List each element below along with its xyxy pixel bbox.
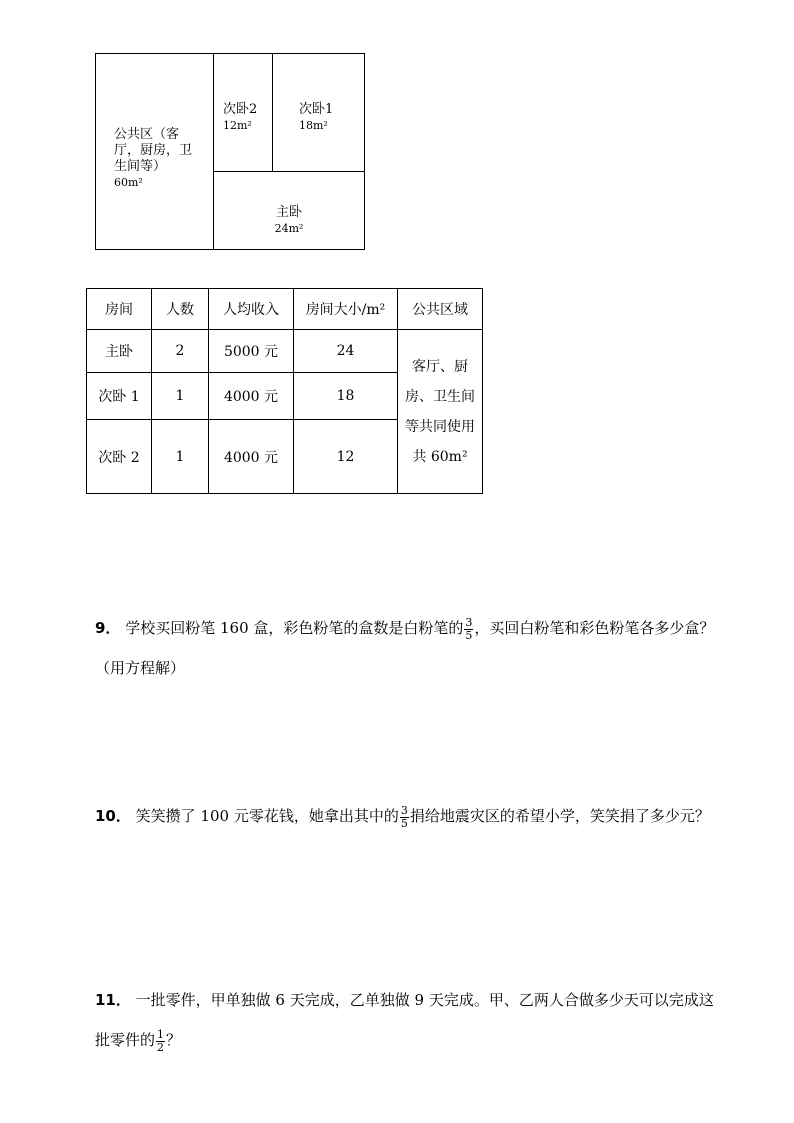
second-bedroom-1-name: 次卧1 (299, 102, 334, 117)
question-9 (95, 608, 715, 688)
cell-room: 主卧 (87, 330, 152, 373)
second-bedroom-2-name: 次卧2 (223, 102, 258, 117)
cell-people: 1 (152, 373, 209, 420)
public-area-room (96, 54, 214, 249)
fraction-denominator: 5 (465, 628, 473, 642)
master-bedroom-room (214, 172, 364, 249)
table-header-row (87, 289, 483, 330)
public-area-size: 60m² (114, 176, 143, 189)
cell-public-area: 客厅、厨房、卫生间等共同使用共 60m² (398, 330, 483, 494)
cell-people: 2 (152, 330, 209, 373)
question-number: 9． (95, 619, 121, 637)
question-text-after: 捐给地震灾区的希望小学，笑笑捐了多少元？ (409, 807, 710, 825)
second-bedroom-2-size: 12m² (223, 119, 252, 132)
rooms-table (86, 288, 483, 494)
question-text-before: 笑笑攒了 100 元零花钱，她拿出其中的 (135, 807, 399, 825)
table-row (87, 330, 483, 373)
question-number: 10． (95, 807, 131, 825)
fraction-numerator: 3 (400, 803, 408, 817)
question-number: 11． (95, 991, 131, 1009)
header-public: 公共区域 (398, 289, 483, 330)
second-bedroom-2-room (214, 54, 273, 172)
floor-plan (95, 53, 365, 250)
question-text-after: ？ (166, 1031, 182, 1049)
header-size: 房间大小/m² (294, 289, 398, 330)
master-bedroom-size: 24m² (274, 222, 304, 235)
question-text-before: 学校买回粉笔 160 盒，彩色粉笔的盒数是白粉笔的 (125, 619, 464, 637)
question-text-after: ，买回白粉笔和彩色粉笔各多少盒？（用方程解） (95, 619, 715, 677)
cell-income: 5000 元 (209, 330, 294, 373)
fraction-denominator: 2 (157, 1040, 165, 1054)
cell-income: 4000 元 (209, 420, 294, 494)
fraction (400, 805, 409, 830)
second-bedroom-2-label (223, 102, 257, 134)
fraction (156, 1029, 165, 1054)
header-room: 房间 (87, 289, 152, 330)
cell-size: 18 (294, 373, 398, 420)
question-10 (95, 796, 715, 836)
second-bedroom-1-room (273, 54, 364, 172)
fraction (464, 617, 473, 642)
question-11 (95, 980, 715, 1060)
public-area-label (114, 127, 194, 191)
header-income: 人均收入 (209, 289, 294, 330)
fraction-numerator: 1 (157, 1027, 165, 1041)
second-bedroom-1-label (299, 102, 333, 134)
cell-people: 1 (152, 420, 209, 494)
master-bedroom-label (214, 205, 364, 237)
cell-income: 4000 元 (209, 373, 294, 420)
cell-size: 12 (294, 420, 398, 494)
fraction-numerator: 3 (465, 615, 473, 629)
master-bedroom-name: 主卧 (275, 205, 302, 220)
header-people: 人数 (152, 289, 209, 330)
cell-room: 次卧 2 (87, 420, 152, 494)
second-bedroom-1-size: 18m² (299, 119, 328, 132)
public-area-name: 公共区（客厅，厨房，卫生间等） (114, 127, 193, 174)
cell-room: 次卧 1 (87, 373, 152, 420)
cell-size: 24 (294, 330, 398, 373)
question-text-before: 一批零件，甲单独做 6 天完成，乙单独做 9 天完成。甲、乙两人合做多少天可以完成这批零件的 (95, 991, 714, 1049)
fraction-denominator: 5 (400, 816, 408, 830)
